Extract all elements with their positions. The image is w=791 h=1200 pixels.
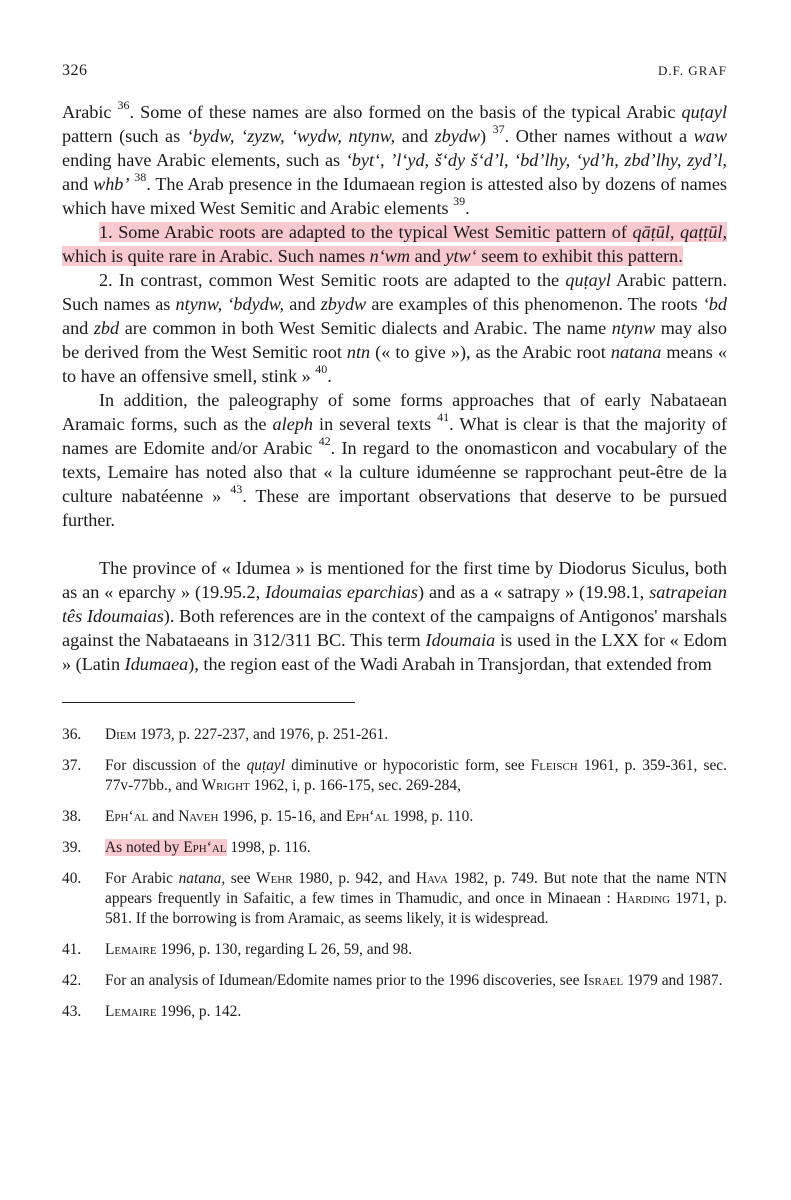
footnote-ref-39[interactable]: 39	[453, 193, 466, 208]
footnote-36: 36. Diem 1973, p. 227-237, and 1976, p. 251-261.	[62, 726, 389, 743]
footnote-38: 38. Eph‘al and Naveh 1996, p. 15-16, and Eph‘al 1998, p. 110.	[62, 808, 474, 825]
footnote-separator	[62, 702, 355, 703]
paragraph-point-1-highlighted	[62, 220, 727, 268]
paragraph-point-2: 2. In contrast, common West Semitic roots are adapted to the quṭayl Arabic pattern. Such names as ntynw, ‘bdydw, and zbydw are examples of this phenomenon. The roots ‘bd and zbd are common in both West Semitic dialects and Arabic. The name ntynw may also be derived from the West Semitic root ntn (« to give »), as the Arabic root natana means « to have an offensive smell, stink » $^{40}$.	[62, 270, 727, 386]
footnote-ref-41[interactable]: 41	[437, 409, 450, 424]
highlight-annotation-footnote[interactable]: As noted by Eph‘al	[105, 839, 227, 856]
main-text	[62, 97, 728, 676]
paragraph-arabic-names: Arabic $^{36}$. Some of these names are also formed on the basis of the typical Arabic quṭayl pattern (such as ‘bydw, ‘zyzw, ‘wydw, ntynw, and zbydw) $^{37}$. Other names without a waw ending have Arabic elements, such as ‘byt‘, ’l‘yd, š‘dy š‘d’l, ‘bd’lhy, ‘yd’h, zbd’lhy, zyd’l, and whb’ $^{38}$. The Arab presence in the Idumaean region is attested also by dozens of names which have mixed West Semitic and Arabic elements $^{39}$.	[62, 97, 728, 218]
page	[62, 62, 727, 1033]
footnote-43: 43. Lemaire 1996, p. 142.	[62, 1003, 242, 1020]
footnote-37: 37. For discussion of the quṭayl diminutive or hypocoristic form, see Fleisch 1961, p. 359-361, sec. 77v-77bb., and Wright 1962, i, p. 166-175, sec. 269-284,	[62, 757, 727, 794]
footnote-ref-43[interactable]: 43	[230, 481, 243, 496]
footnotes	[62, 725, 727, 1022]
footnote-ref-40[interactable]: 40	[315, 361, 328, 376]
footnote-40: 40. For Arabic natana, see Wehr 1980, p. 942, and Hava 1982, p. 749. But note that the name NTN appears frequently in Safaitic, a few times in Thamudic, and once in Minaean : Harding 1971, p. 581. If the borrowing is from Aramaic, as seems likely, it is widespread.	[62, 870, 727, 927]
paragraph-idumea-province: The province of « Idumea » is mentioned for the first time by Diodorus Siculus, both as an « eparchy » (19.95.2, Idoumaias eparchias) and as a « satrapy » (19.98.1, satrapeian tês Idoumaias). Both references are in the context of the campaigns of Antigonos' marshals against the Nabataeans in 312/311 BC. This term Idoumaia is used in the LXX for « Edom » (Latin Idumaea), the region east of the Wadi Arabah in Transjordan, that extended from	[62, 558, 727, 674]
footnote-41: 41. Lemaire 1996, p. 130, regarding L 26, 59, and 98.	[62, 941, 413, 958]
highlight-annotation[interactable]: 1. Some Arabic roots are adapted to the typical West Semitic pattern of qāṭūl, qaṭṭūl, which is quite rare in Arabic. Such names n‘wm and ytw‘ seem to exhibit this pattern.	[62, 222, 727, 266]
footnote-ref-37[interactable]: 37	[492, 121, 505, 136]
section-gap	[62, 532, 727, 556]
footnote-ref-42[interactable]: 42	[318, 433, 331, 448]
page-header	[62, 62, 727, 80]
running-head: D.F. GRAF	[657, 63, 727, 78]
paragraph-paleography: In addition, the paleography of some forms approaches that of early Nabataean Aramaic forms, such as the aleph in several texts $^{41}$. What is clear is that the majority of names are Edomite and/or Arabic $^{42}$. In regard to the onomasticon and vocabulary of the texts, Lemaire has noted also that « la culture iduméenne se rapprochant peut-être de la culture nabatéenne » $^{43}$. These are important observations that deserve to be pursued further.	[62, 390, 727, 530]
page-number: 326	[62, 62, 88, 79]
footnote-ref-38[interactable]: 38	[134, 169, 147, 184]
footnote-42: 42. For an analysis of Idumean/Edomite names prior to the 1996 discoveries, see Israel 1979 and 1987.	[62, 972, 723, 989]
footnote-ref-36[interactable]: 36	[117, 97, 130, 112]
footnote-39: 39. As noted by Eph‘al 1998, p. 116.	[62, 839, 311, 856]
